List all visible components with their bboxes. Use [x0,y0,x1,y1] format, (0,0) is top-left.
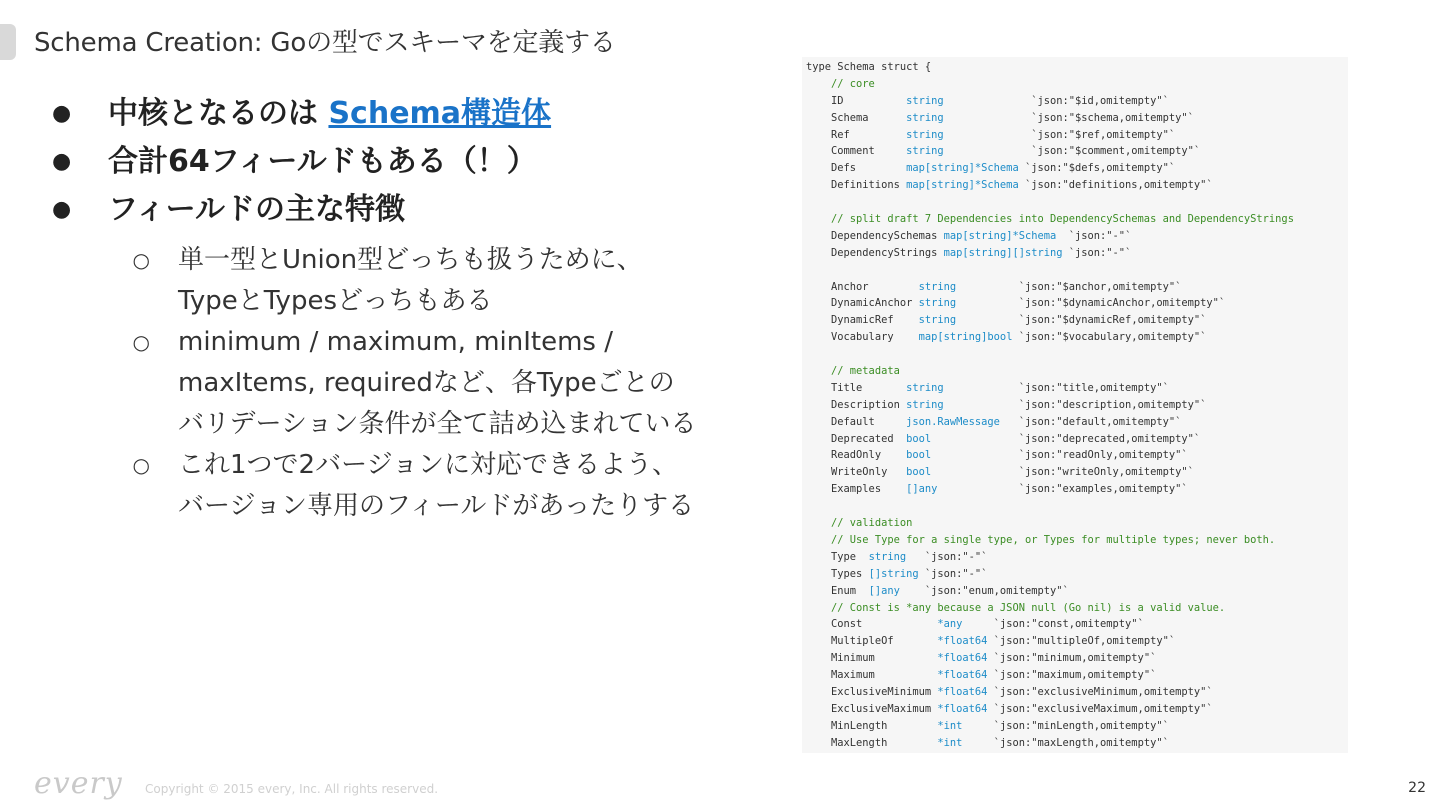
bullet-text [108,94,551,134]
code-text: Vocabulary [806,331,919,344]
code-line [806,177,1348,194]
code-text: `json:"writeOnly,omitempty"` [931,466,1194,479]
code-text: `json:"title,omitempty"` [943,381,1169,394]
code-text: `json:"$ref,omitempty"` [943,128,1176,141]
code-text: Anchor [806,280,919,293]
code-line [806,279,1348,296]
code-line [806,498,1348,515]
code-line [806,143,1348,160]
code-text: `json:"minimum,omitempty"` [987,652,1157,665]
sub-bullet-item [50,322,710,445]
code-type: string [918,297,957,310]
code-comment: // Use Type for a single type, or Types for multiple types; never both. [806,533,1276,546]
bullet-item-field-count [50,142,710,190]
code-type: *any [937,618,963,631]
code-line [806,110,1348,127]
code-text: `json:"minLength,omitempty"` [962,719,1169,732]
code-text: `json:"$comment,omitempty"` [943,145,1201,158]
code-type: string [906,398,944,411]
code-type: bool [906,449,932,462]
code-type: map[string]*Schema [943,229,1057,242]
code-text: DynamicRef [806,314,919,327]
sub-bullet-text: minimum / maximum, minItems / maxItems, requiredなど、各Typeごとのバリデーション条件が全て詰め込まれている [178,327,697,439]
code-line [806,447,1348,464]
code-type: string [918,280,957,293]
code-text: DynamicAnchor [806,297,919,310]
code-line [806,160,1348,177]
bullet-prefix: 中核となるのは [108,96,329,131]
sub-bullet-dot: ○ [132,248,150,272]
code-text: `json:"enum,omitempty"` [899,584,1069,597]
code-line [806,600,1348,617]
code-type: *float64 [937,669,988,682]
code-line [806,245,1348,262]
code-text: `json:"const,omitempty"` [962,618,1144,631]
schema-struct-link[interactable]: Schema構造体 [328,96,552,131]
code-line [806,515,1348,532]
code-text: ExclusiveMinimum [806,685,938,698]
code-type: *float64 [937,702,988,715]
code-line [806,59,1348,76]
code-text: `json:"maxLength,omitempty"` [962,736,1169,749]
code-text: ID [806,94,907,107]
code-text: ReadOnly [806,449,907,462]
sub-bullet-dot: ○ [132,453,150,477]
code-text: Enum [806,584,869,597]
code-text: `json:"-"` [918,567,988,580]
code-type: bool [906,466,932,479]
sub-bullet-item [50,445,710,527]
every-logo: every [34,766,123,801]
bullet-dot: ● [52,101,72,126]
code-line [806,228,1348,245]
code-comment: // Const is *any because a JSON null (Go nil) is a valid value. [806,601,1226,614]
code-text: Title [806,381,907,394]
code-type: json.RawMessage [906,415,1000,428]
code-text: `json:"readOnly,omitempty"` [931,449,1188,462]
code-text: Const [806,618,938,631]
code-text: `json:"-"` [906,550,988,563]
code-text: Type [806,550,869,563]
code-line [806,397,1348,414]
code-text: WriteOnly [806,466,907,479]
code-text: MinLength [806,719,938,732]
sub-bullet-item [50,240,710,322]
code-type: []any [868,584,900,597]
code-text: DependencySchemas [806,229,944,242]
code-comment: // core [806,77,875,90]
code-text: type Schema struct { [806,61,932,73]
code-type: map[string]*Schema [906,179,1019,192]
code-text: Minimum [806,652,938,665]
code-line [806,701,1348,718]
code-line [806,667,1348,684]
code-line [806,684,1348,701]
code-type: string [906,111,944,124]
code-text: `json:"examples,omitempty"` [937,483,1188,496]
code-text: Definitions [806,179,907,192]
bullet-list [50,94,710,527]
page-number: 22 [1408,780,1426,796]
sub-bullet-dot: ○ [132,330,150,354]
code-text: `json:"description,omitempty"` [943,398,1207,411]
code-text: `json:"$dynamicRef,omitempty"` [956,314,1207,327]
code-text: `json:"deprecated,omitempty"` [931,432,1201,445]
code-type: *float64 [937,685,988,698]
code-comment: // split draft 7 Dependencies into DependencySchemas and DependencyStrings [806,213,1294,226]
code-text: `json:"$schema,omitempty"` [943,111,1194,124]
code-text: `json:"$vocabulary,omitempty"` [1012,331,1207,344]
code-comment: // validation [806,517,913,530]
code-line [806,718,1348,735]
code-line [806,262,1348,279]
code-block [802,57,1348,753]
sub-bullet-text: 単一型とUnion型どっちも扱うために、TypeとTypesどっちもある [178,245,643,316]
title-accent-tab [0,24,16,60]
code-type: string [906,145,944,158]
code-type: map[string]bool [918,331,1013,344]
code-text: Defs [806,162,907,175]
code-line [806,583,1348,600]
code-text: Schema [806,111,907,124]
code-line [806,194,1348,211]
code-line [806,566,1348,583]
code-line [806,329,1348,346]
code-text: `json:"$defs,omitempty"` [1018,162,1176,175]
code-text: Examples [806,483,907,496]
code-type: string [918,314,957,327]
code-type: string [868,550,907,563]
code-line [806,549,1348,566]
code-text: `json:"default,omitempty"` [999,415,1182,428]
code-type: map[string]*Schema [906,162,1019,175]
code-line [806,346,1348,363]
code-text: Maximum [806,669,938,682]
code-line [806,363,1348,380]
code-type: []any [906,483,938,496]
sub-bullet-text: これ1つで2バージョンに対応できるよう、バージョン専用のフィールドがあったりする [178,450,695,521]
code-text: MaxLength [806,736,938,749]
code-line [806,76,1348,93]
code-text: `json:"definitions,omitempty"` [1018,179,1213,192]
code-line [806,616,1348,633]
code-type: string [906,94,944,107]
code-line [806,481,1348,498]
code-text: `json:"-"` [1056,229,1132,242]
code-line [806,464,1348,481]
code-text: MultipleOf [806,635,938,648]
code-line [806,312,1348,329]
code-line [806,735,1348,752]
code-type: *int [937,736,963,749]
slide-title: Schema Creation: Goの型でスキーマを定義する [34,28,616,58]
code-comment: // metadata [806,365,900,378]
code-text: ExclusiveMaximum [806,702,938,715]
code-text: `json:"multipleOf,omitempty"` [987,635,1176,648]
code-text: DependencyStrings [806,246,944,259]
code-text: Types [806,567,869,580]
code-text: `json:"$id,omitempty"` [943,94,1169,107]
code-text: `json:"-"` [1062,246,1132,259]
code-type: *float64 [937,652,988,665]
code-text: Comment [806,145,907,158]
code-text: `json:"$dynamicAnchor,omitempty"` [956,297,1226,310]
code-line [806,93,1348,110]
bullet-dot: ● [52,197,72,222]
code-line [806,633,1348,650]
code-text: `json:"maximum,omitempty"` [987,669,1157,682]
code-type: []string [868,567,919,580]
bullet-text: フィールドの主な特徴 [108,192,405,227]
code-text: `json:"exclusiveMaximum,omitempty"` [987,702,1213,715]
code-type: map[string][]string [943,246,1063,259]
bullet-item-field-features [50,190,710,238]
code-line [806,431,1348,448]
code-line [806,295,1348,312]
code-text: Default [806,415,907,428]
code-line [806,414,1348,431]
code-type: *float64 [937,635,988,648]
copyright-text: Copyright © 2015 every, Inc. All rights reserved. [145,782,439,796]
code-type: *int [937,719,963,732]
code-line [806,532,1348,549]
code-text: `json:"$anchor,omitempty"` [956,280,1182,293]
code-type: string [906,381,944,394]
bullet-item-core-schema [50,94,710,142]
code-text: Description [806,398,907,411]
code-text: `json:"exclusiveMinimum,omitempty"` [987,685,1213,698]
code-type: string [906,128,944,141]
code-line [806,211,1348,228]
code-line [806,650,1348,667]
code-type: bool [906,432,932,445]
bullet-dot: ● [52,149,72,174]
code-line [806,127,1348,144]
code-text: Deprecated [806,432,907,445]
bullet-text: 合計64フィールドもある（！） [108,144,537,179]
code-line [806,380,1348,397]
code-text: Ref [806,128,907,141]
sub-bullet-list [50,240,710,527]
